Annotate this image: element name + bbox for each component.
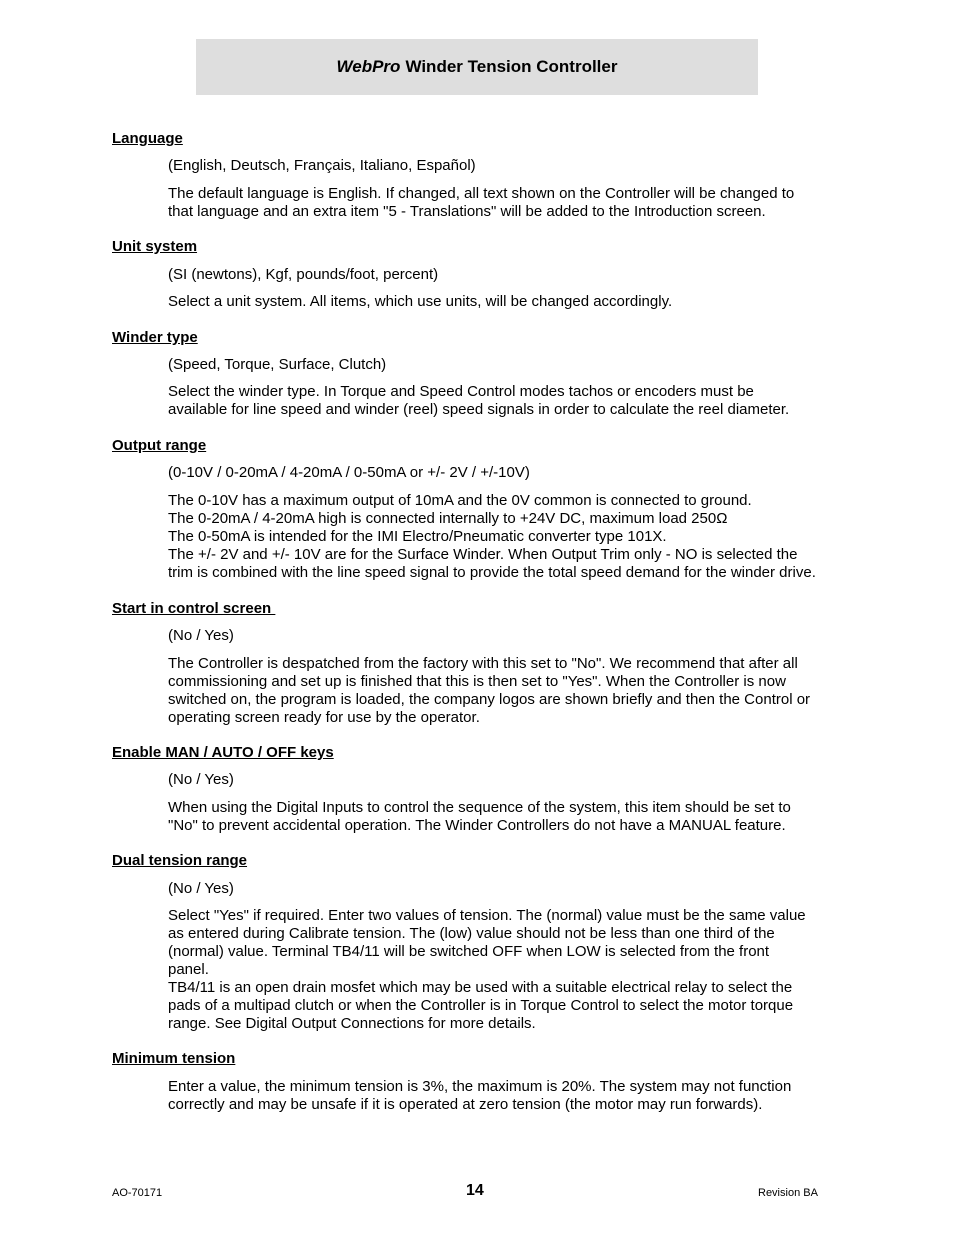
body-dual-tension-range: Select "Yes" if required. Enter two values of tension. The (normal) value must be the same value as entered during Calibrate tension. The (low) value should not be less than one third of the (normal) value. Terminal TB4/11 will be switched OFF when LOW is selected from the front panel. TB4/11 is an open drain mosfet which may be used with a suitable electrical relay to select the pads of a multipad clutch or when the Controller is in Torque Control to select the motor torque range. See Digital Output Connections for more details. xyxy=(168,907,806,1032)
section-heading-unit-system: Unit system xyxy=(112,238,198,255)
body-minimum-tension: Enter a value, the minimum tension is 3%, the maximum is 20%. The system may not function correctly and may be unsafe if it is operated at zero tension (the motor may run forwards). xyxy=(168,1078,792,1113)
options-dual-tension-range: (No / Yes) xyxy=(168,880,234,897)
section-heading-dual-tension-range: Dual tension range xyxy=(112,852,248,869)
section-heading-minimum-tension: Minimum tension xyxy=(112,1050,236,1067)
options-start-in-control-screen: (No / Yes) xyxy=(168,627,234,644)
options-winder-type: (Speed, Torque, Surface, Clutch) xyxy=(168,356,387,373)
footer-revision: Revision BA xyxy=(758,1187,818,1199)
body-enable-keys: When using the Digital Inputs to control the sequence of the system, this item should be set to "No" to prevent accidental operation. The Winder Controllers do not have a MANUAL feature. xyxy=(168,799,791,834)
section-heading-language: Language xyxy=(112,130,183,147)
options-unit-system: (SI (newtons), Kgf, pounds/foot, percent) xyxy=(168,266,439,283)
body-language: The default language is English. If changed, all text shown on the Controller will be changed to that language and an extra item "5 - Translations" will be added to the Introduction screen. xyxy=(168,185,795,220)
options-language: (English, Deutsch, Français, Italiano, Español) xyxy=(168,157,476,174)
section-heading-winder-type: Winder type xyxy=(112,329,198,346)
footer-doc-id: AO-70171 xyxy=(112,1187,163,1199)
section-heading-output-range: Output range xyxy=(112,437,207,454)
options-enable-keys: (No / Yes) xyxy=(168,771,234,788)
body-winder-type: Select the winder type. In Torque and Speed Control modes tachos or encoders must be available for line speed and winder (reel) speed signals in order to calculate the reel diameter. xyxy=(168,383,790,418)
section-heading-start-in-control-screen: Start in control screen xyxy=(112,600,276,617)
footer-page-number: 14 xyxy=(466,1182,484,1199)
header-brand: WebPro xyxy=(336,57,401,76)
section-heading-enable-keys: Enable MAN / AUTO / OFF keys xyxy=(112,744,334,761)
body-output-range: The 0-10V has a maximum output of 10mA and the 0V common is connected to ground. The 0-20mA / 4-20mA high is connected internally to +24V DC, maximum load 250Ω The 0-50mA is intended for the IMI Electro/Pneumatic converter type 101X. The +/- 2V and +/- 10V are for the Surface Winder. When Output Trim only - NO is selected the trim is combined with the line speed signal to provide the total speed demand for the winder drive. xyxy=(168,492,816,581)
body-start-in-control-screen: The Controller is despatched from the factory with this set to "No". We recommend that after all commissioning and set up is finished that this is then set to "Yes". When the Controller is now switched on, the program is loaded, the company logos are shown briefly and then the Control or operating screen ready for use by the operator. xyxy=(168,655,811,726)
body-unit-system: Select a unit system. All items, which use units, will be changed accordingly. xyxy=(168,293,673,310)
header-title: Winder Tension Controller xyxy=(405,57,618,76)
options-output-range: (0-10V / 0-20mA / 4-20mA / 0-50mA or +/- 2V / +/-10V) xyxy=(168,464,530,481)
page-header xyxy=(196,39,758,95)
